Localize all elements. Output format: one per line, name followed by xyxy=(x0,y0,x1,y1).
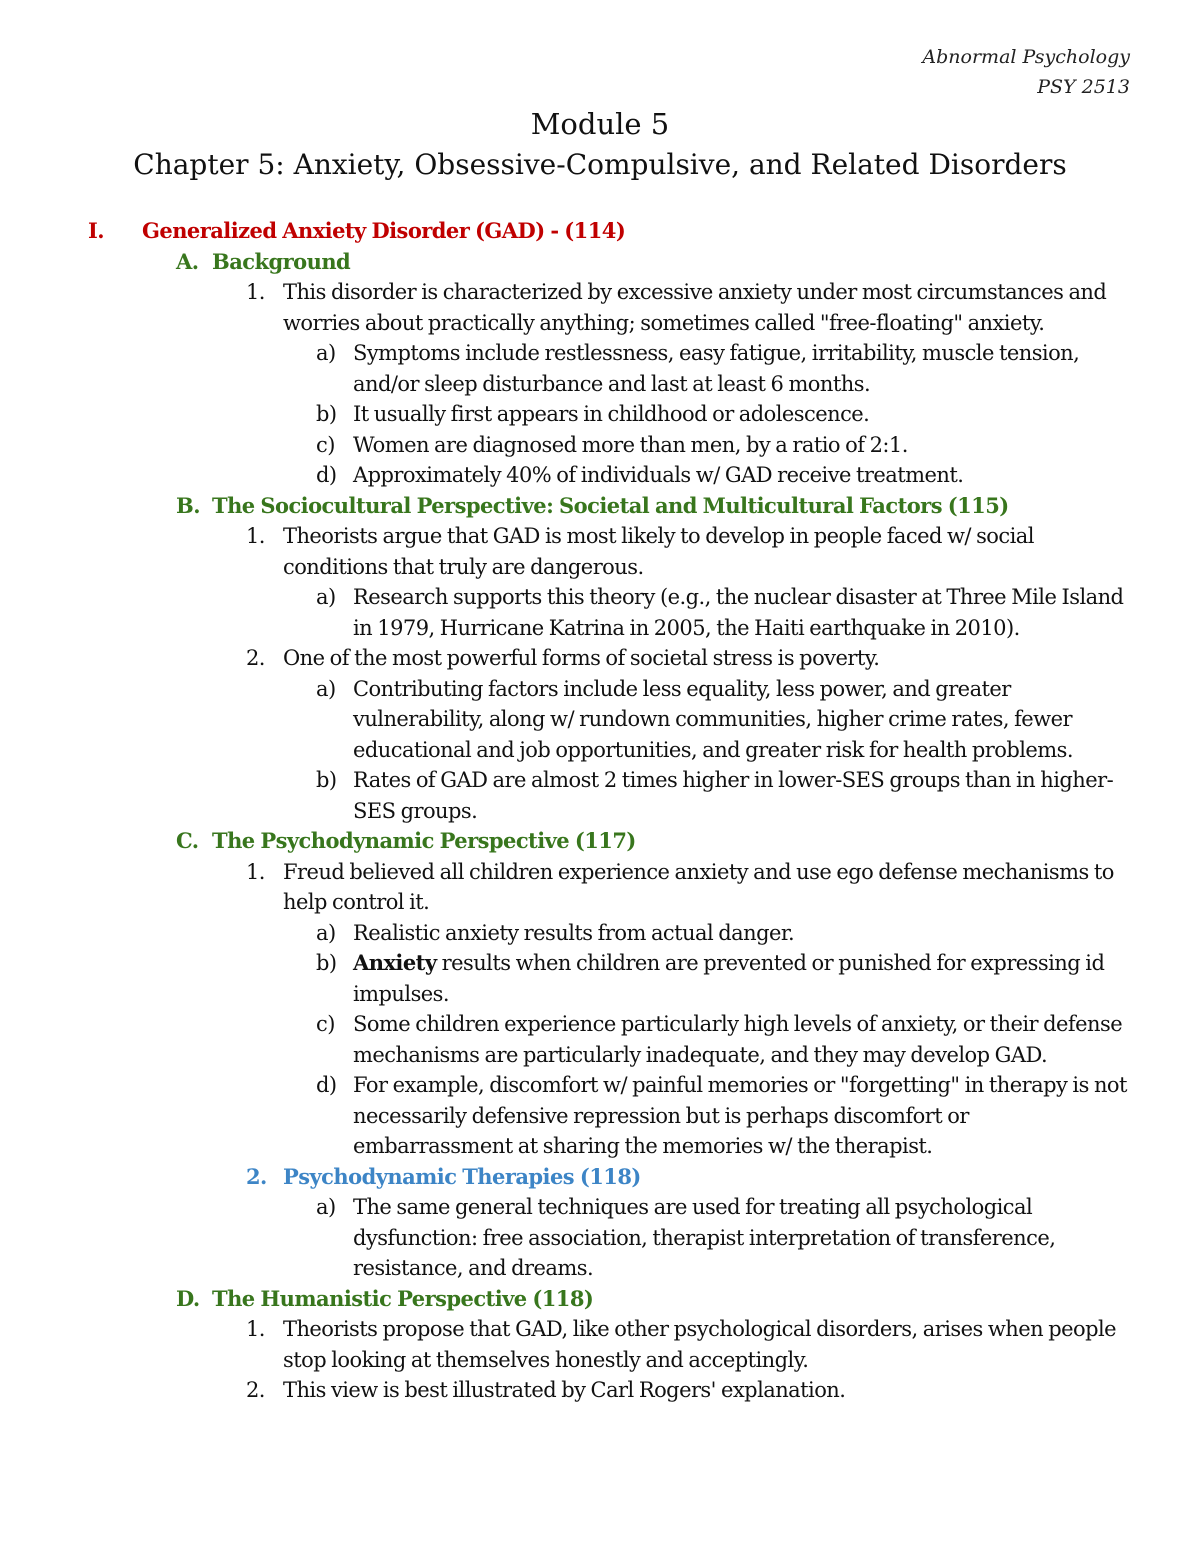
subsection-title: Background xyxy=(212,248,351,274)
item-marker: a) xyxy=(316,676,336,701)
item-marker: a) xyxy=(316,585,336,609)
title-block xyxy=(0,104,1200,186)
item-text: One of the most powerful forms of societal stress is poverty. xyxy=(283,646,880,670)
item-marker: 1. xyxy=(246,524,265,548)
item-text: Realistic anxiety results from actual danger. xyxy=(353,920,795,945)
item-text: This view is best illustrated by Carl Rogers' explanation. xyxy=(283,1378,846,1402)
item-text: This disorder is characterized by excessive anxiety under most circumstances and worries about practically anything; sometimes called "free-floating" anxiety. xyxy=(283,280,1107,335)
item-text: Contributing factors include less equality, less power, and greater vulnerability, along w/ rundown communities, higher crime rates, fewer educational and job opportunities, and greater risk for health problems. xyxy=(353,676,1074,762)
item-marker: 1. xyxy=(246,859,265,884)
section-heading xyxy=(0,216,1200,247)
subsection-title: The Psychodynamic Perspective (117) xyxy=(212,828,636,853)
numbered-item xyxy=(0,1375,1200,1406)
item-marker: 1. xyxy=(246,280,265,304)
course-code: PSY 2513 xyxy=(1037,76,1130,98)
lettered-item xyxy=(0,399,1200,430)
item-marker: d) xyxy=(316,1073,337,1097)
lettered-item xyxy=(0,1192,1200,1284)
lettered-item xyxy=(0,674,1200,766)
item-heading: Psychodynamic Therapies (118) xyxy=(283,1163,641,1189)
item-text: Theorists propose that GAD, like other psychological disorders, arises when people stop looking at themselves honestly and acceptingly. xyxy=(283,1317,1117,1372)
item-marker: 2. xyxy=(246,1378,265,1402)
item-text: Rates of GAD are almost 2 times higher in lower-SES groups than in higher-SES groups. xyxy=(353,768,1114,823)
key-term: Anxiety xyxy=(353,950,437,975)
item-text: Women are diagnosed more than men, by a ratio of 2:1. xyxy=(353,432,908,457)
item-text: For example, discomfort w/ painful memories or "forgetting" in therapy is not necessarily defensive repression but is perhaps discomfort or embarrassment at sharing the memories w/ the therapist. xyxy=(353,1073,1127,1158)
item-marker: a) xyxy=(316,920,336,945)
item-text-rest: results when children are prevented or punished for expressing id impulses. xyxy=(353,951,1105,1006)
item-text: Approximately 40% of individuals w/ GAD receive treatment. xyxy=(353,463,964,487)
item-marker: a) xyxy=(316,341,336,365)
item-text: Freud believed all children experience anxiety and use ego defense mechanisms to help control it. xyxy=(283,859,1114,914)
item-text: Symptoms include restlessness, easy fatigue, irritability, muscle tension, and/or sleep disturbance and last at least 6 months. xyxy=(353,341,1080,396)
item-text xyxy=(353,948,1133,1009)
numbered-item xyxy=(0,521,1200,582)
subsection-marker: B. xyxy=(176,492,200,518)
subsection-heading xyxy=(0,1284,1200,1315)
numbered-item xyxy=(0,1314,1200,1375)
numbered-item xyxy=(0,857,1200,918)
lettered-item xyxy=(0,582,1200,643)
subsection-marker: A. xyxy=(176,248,199,274)
section-title: Generalized Anxiety Disorder (GAD) - (114) xyxy=(142,218,626,243)
item-marker: b) xyxy=(316,402,337,426)
subsection-heading xyxy=(0,247,1200,278)
subsection-title: The Sociocultural Perspective: Societal and Multicultural Factors (115) xyxy=(212,492,1009,518)
lettered-item xyxy=(0,430,1200,461)
item-text: It usually first appears in childhood or adolescence. xyxy=(353,402,870,426)
item-marker: b) xyxy=(316,951,337,975)
section-marker: I. xyxy=(88,218,105,243)
lettered-item xyxy=(0,1070,1200,1162)
item-marker: 2. xyxy=(246,1163,267,1189)
lettered-item xyxy=(0,1009,1200,1070)
item-marker: c) xyxy=(316,1012,335,1036)
subsection-title: The Humanistic Perspective (118) xyxy=(212,1285,594,1311)
item-text: Theorists argue that GAD is most likely to develop in people faced w/ social conditions that truly are dangerous. xyxy=(283,524,1034,579)
subsection-marker: D. xyxy=(176,1285,200,1311)
lettered-item xyxy=(0,948,1200,1009)
lettered-item xyxy=(0,460,1200,491)
lettered-item xyxy=(0,338,1200,399)
subsection-marker: C. xyxy=(176,828,199,853)
lettered-item xyxy=(0,918,1200,949)
item-text: Some children experience particularly high levels of anxiety, or their defense mechanisms are particularly inadequate, and they may develop GAD. xyxy=(353,1012,1123,1067)
module-title: Module 5 xyxy=(530,107,670,141)
subsection-heading xyxy=(0,491,1200,522)
numbered-heading xyxy=(0,1162,1200,1193)
numbered-item xyxy=(0,643,1200,674)
lettered-item xyxy=(0,765,1200,826)
outline xyxy=(0,216,1200,1406)
item-marker: d) xyxy=(316,463,337,487)
numbered-item xyxy=(0,277,1200,338)
running-header xyxy=(922,42,1130,102)
subsection-heading xyxy=(0,826,1200,857)
item-marker: a) xyxy=(316,1195,336,1219)
item-marker: 2. xyxy=(246,646,265,670)
item-marker: b) xyxy=(316,768,337,792)
item-text: The same general techniques are used for treating all psychological dysfunction: free association, therapist interpretation of transference, resistance, and dreams. xyxy=(353,1195,1056,1280)
item-marker: c) xyxy=(316,432,335,457)
item-text: Research supports this theory (e.g., the nuclear disaster at Three Mile Island in 1979, Hurricane Katrina in 2005, the Haiti earthquake in 2010). xyxy=(353,585,1124,640)
item-marker: 1. xyxy=(246,1317,265,1341)
chapter-title: Chapter 5: Anxiety, Obsessive-Compulsive, and Related Disorders xyxy=(133,148,1067,181)
course-name: Abnormal Psychology xyxy=(922,46,1130,68)
